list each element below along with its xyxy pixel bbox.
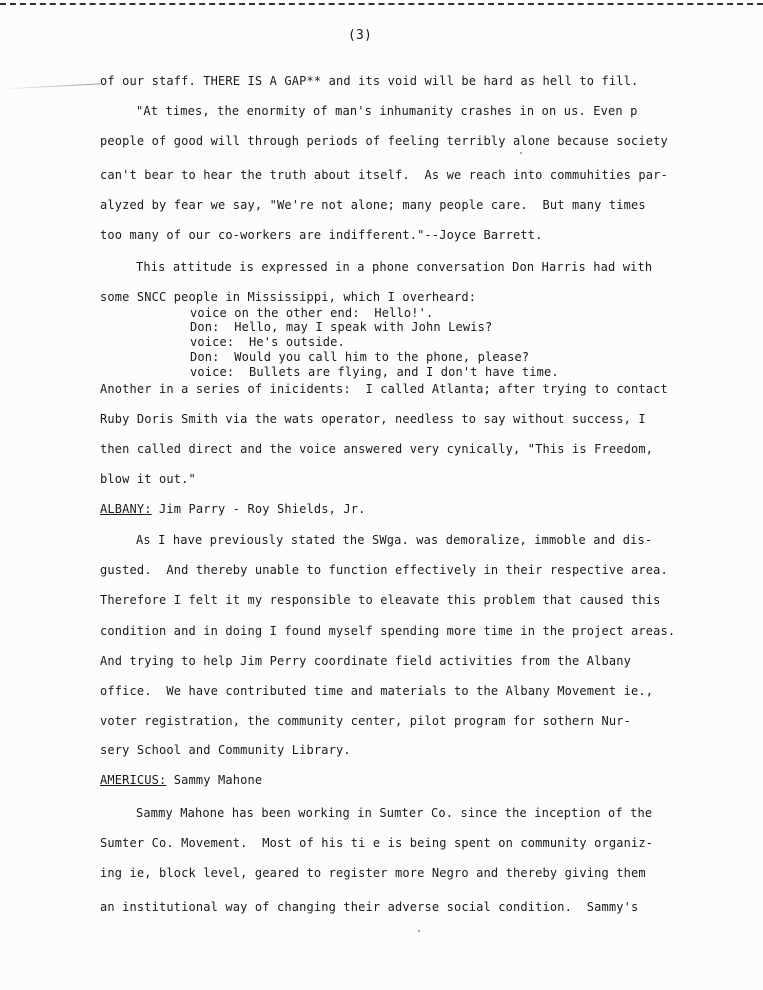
text-line: As I have previously stated the SWga. was demoralize, immoble and dis-: [136, 533, 653, 547]
stray-pencil-mark: [0, 83, 100, 89]
ink-speck: [520, 152, 522, 154]
dialogue-line: voice on the other end: Hello!'.: [190, 306, 434, 320]
text-line: some SNCC people in Mississippi, which I overheard:: [100, 290, 477, 304]
text-line: Sammy Mahone has been working in Sumter Co. since the inception of the: [136, 806, 653, 820]
text-line: people of good will through periods of feeling terribly alone because society: [100, 134, 668, 148]
text-line: then called direct and the voice answered very cynically, "This is Freedom,: [100, 442, 654, 456]
section-label: ALBANY:: [100, 502, 152, 516]
text-line: ing ie, block level, geared to register more Negro and thereby giving them: [100, 866, 646, 880]
text-line: "At times, the enormity of man's inhumanity crashes in on us. Even p: [136, 104, 638, 118]
text-line: gusted. And thereby unable to function effectively in their respective area.: [100, 563, 668, 577]
text-line: voter registration, the community center, pilot program for sothern Nur-: [100, 714, 631, 728]
dialogue-line: Don: Hello, may I speak with John Lewis?: [190, 320, 493, 334]
text-line: Another in a series of inicidents: I called Atlanta; after trying to contact: [100, 382, 668, 396]
section-heading-albany: [100, 502, 366, 516]
section-heading-americus: [100, 773, 262, 787]
section-names: Jim Parry - Roy Shields, Jr.: [151, 502, 366, 516]
ink-speck: [418, 930, 420, 932]
dialogue-line: voice: Bullets are flying, and I don't have time.: [190, 365, 559, 379]
page-number: (3): [348, 28, 372, 43]
top-rule: [0, 0, 763, 5]
text-line: of our staff. THERE IS A GAP** and its void will be hard as hell to fill.: [100, 74, 639, 88]
text-line: condition and in doing I found myself spending more time in the project areas.: [100, 624, 676, 638]
text-line: Sumter Co. Movement. Most of his ti e is being spent on community organiz-: [100, 836, 654, 850]
text-line: an institutional way of changing their adverse social condition. Sammy's: [100, 900, 639, 914]
text-line: blow it out.": [100, 472, 196, 486]
text-line: This attitude is expressed in a phone conversation Don Harris had with: [136, 260, 653, 274]
text-line: Therefore I felt it my responsible to eleavate this problem that caused this: [100, 593, 661, 607]
text-line: sery School and Community Library.: [100, 743, 351, 757]
section-names: Sammy Mahone: [166, 773, 263, 787]
dialogue-line: Don: Would you call him to the phone, please?: [190, 350, 530, 364]
text-line: And trying to help Jim Perry coordinate field activities from the Albany: [100, 654, 631, 668]
text-line: too many of our co-workers are indifferent."--Joyce Barrett.: [100, 228, 543, 242]
section-label: AMERICUS:: [100, 773, 167, 787]
text-line: alyzed by fear we say, "We're not alone; many people care. But many times: [100, 198, 646, 212]
text-line: office. We have contributed time and materials to the Albany Movement ie.,: [100, 684, 654, 698]
dialogue-line: voice: He's outside.: [190, 335, 345, 349]
text-line: Ruby Doris Smith via the wats operator, needless to say without success, I: [100, 412, 646, 426]
text-line: can't bear to hear the truth about itself. As we reach into commuhities par-: [100, 168, 668, 182]
